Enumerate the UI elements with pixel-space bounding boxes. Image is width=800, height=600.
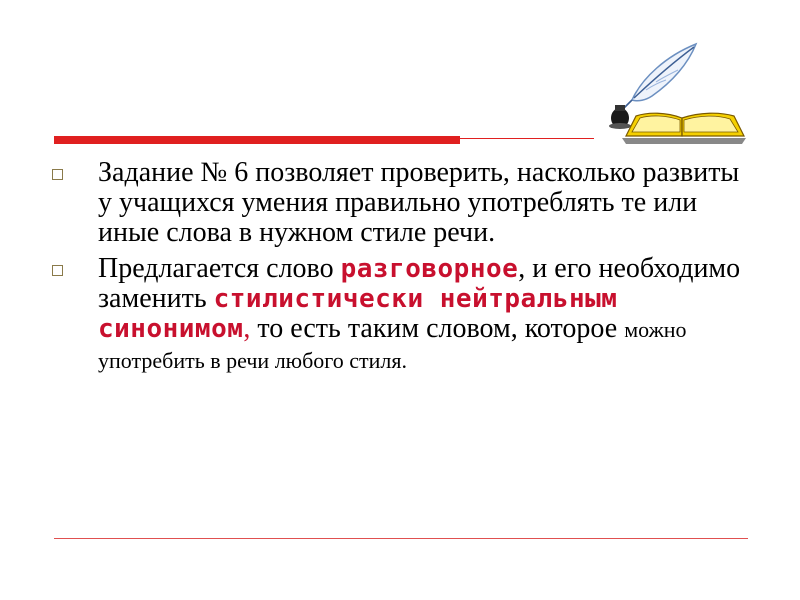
bullet-item-2 [50, 254, 750, 376]
bullet-2-part1: Предлагается слово [98, 253, 341, 284]
square-bullet-icon [52, 169, 63, 180]
quill-and-book-icon [596, 38, 752, 148]
bullet-2-part3: , [243, 313, 251, 344]
bullet-list [50, 158, 750, 382]
bullet-2-part2: , и его необходимо заменить [98, 253, 741, 314]
bullet-1-text: Задание № 6 позволяет проверить, насколько развиты у учащихся умения правильно употреблять те или иные слова в нужном стиле речи. [98, 157, 740, 248]
square-bullet-icon [52, 265, 63, 276]
bullet-item-1 [50, 158, 750, 248]
top-divider-thin [460, 138, 594, 139]
bottom-divider [54, 538, 748, 539]
bullet-2-part3-rest: то есть таким словом, которое [250, 313, 625, 344]
highlight-term-colloquial: разговорное [340, 254, 519, 284]
highlight-term-neutral-synonym: стилистически нейтральным синонимом [98, 284, 618, 344]
top-divider-thick [54, 136, 460, 144]
bullet-2-part4: можно употребить в речи любого стиля. [98, 317, 687, 373]
